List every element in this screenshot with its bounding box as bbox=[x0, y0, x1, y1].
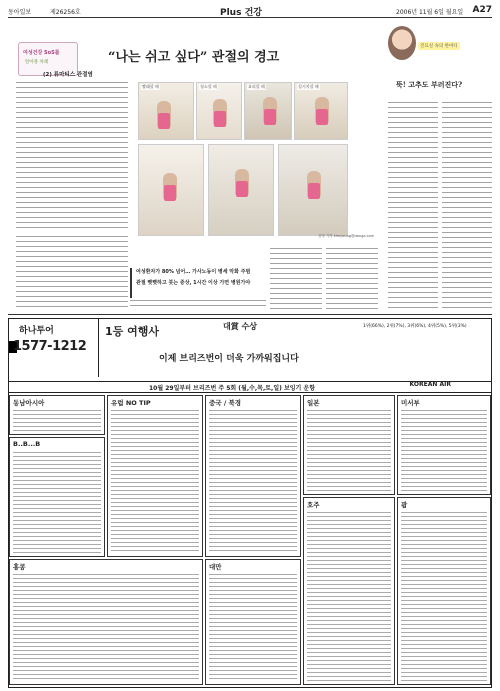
photo-grid bbox=[138, 82, 348, 242]
ad-tile: 괌 bbox=[397, 497, 491, 685]
sidebar-headline: 뚝! 고추도 부러진다? bbox=[396, 80, 463, 89]
ad-brand-block bbox=[9, 319, 99, 377]
kicker-line-1: 여성건강 SoS를 bbox=[23, 50, 60, 56]
sidebar-column bbox=[386, 22, 492, 312]
ad-rank-note: 1위(66%), 2위(7%), 3위(6%), 4위(5%), 5위(3%) bbox=[363, 324, 467, 329]
ad-tile: 유럽 NO TIP bbox=[107, 395, 203, 557]
body-column-6 bbox=[326, 248, 378, 310]
ad-tour-grid bbox=[9, 395, 492, 687]
kicker-line-2: 알아볼 차례 bbox=[25, 60, 49, 65]
sidebar-body-2 bbox=[442, 102, 492, 308]
article-headline: “나는 쉬고 싶다” 관절의 경고 bbox=[108, 50, 280, 65]
body-column-7 bbox=[130, 300, 266, 310]
pull-quote-line-1: 여성환자가 80% 넘어… 가사노동이 병세 악화 주범 bbox=[136, 269, 251, 275]
page-number: A27 bbox=[472, 5, 492, 15]
photo-caption-cleaning: 청소할 때 bbox=[200, 84, 217, 89]
section-divider bbox=[8, 314, 492, 315]
photo-bottom-1 bbox=[138, 144, 204, 236]
ad-tile: 동남아시아 bbox=[9, 395, 105, 435]
sidebar-body-1 bbox=[388, 102, 438, 308]
sidebar-tag: 진료실 속의 한마디 bbox=[420, 44, 458, 49]
pull-quote-line-2: 관절 뻣뻣하고 붓는 증상, 1시간 이상 가면 병원가야 bbox=[136, 280, 251, 286]
photo-caption-dishes: 설거지할 때 bbox=[298, 84, 319, 89]
doctor-portrait bbox=[388, 26, 416, 60]
ad-departure-note: 10월 29일부터 브리즈번 주 5회 (월,수,목,토,일) 보잉기 운항 bbox=[149, 385, 316, 392]
ad-tile: B..B...B bbox=[9, 437, 105, 557]
ad-tile: 미서부 bbox=[397, 395, 491, 495]
publication-date: 2006년 11월 6일 월요일 bbox=[396, 9, 464, 16]
ad-event-title: 1등 여행사 bbox=[105, 325, 159, 338]
photo-dishes bbox=[294, 82, 348, 140]
ad-tile: 대만 bbox=[205, 559, 301, 685]
ad-tile: 중국 / 북경 bbox=[205, 395, 301, 557]
ad-phone-number: 1577-1212 bbox=[13, 339, 87, 354]
ad-slogan: 이제 브리즈번이 더욱 가까워집니다 bbox=[159, 354, 299, 364]
main-article bbox=[8, 22, 382, 312]
body-column-5 bbox=[270, 248, 322, 310]
ad-prize: 대賞 수상 bbox=[223, 322, 257, 331]
issue-number: 제26256호 bbox=[50, 9, 81, 16]
photo-caption-cooking: 요리할 때 bbox=[248, 84, 265, 89]
photo-laundry bbox=[138, 82, 194, 140]
ad-tile: 일본 bbox=[303, 395, 395, 495]
article-subhead: (2) 류마티스 관절염 bbox=[43, 72, 93, 78]
photo-cooking bbox=[244, 82, 292, 140]
ad-award-banner bbox=[105, 321, 489, 347]
ad-tile: 호주 bbox=[303, 497, 395, 685]
photo-credit: 김영 기자 kimyoung@donga.com bbox=[318, 234, 375, 238]
sidebar-header bbox=[386, 24, 492, 62]
publication-name: 동아일보 bbox=[8, 9, 32, 16]
masthead bbox=[8, 4, 492, 18]
ad-header bbox=[9, 319, 492, 377]
ad-tile: 홍콩 bbox=[9, 559, 203, 685]
ad-brand-name: 하나투어 bbox=[19, 326, 54, 336]
body-column-1 bbox=[16, 82, 128, 232]
photo-cleaning bbox=[196, 82, 242, 140]
airline-logo: KOREAN AIR bbox=[409, 381, 451, 388]
travel-advertisement bbox=[8, 318, 492, 688]
photo-bottom-2 bbox=[208, 144, 274, 236]
section-title: Plus 건강 bbox=[220, 8, 262, 18]
body-column-1b bbox=[16, 236, 128, 308]
pull-quote bbox=[130, 268, 270, 298]
photo-bottom-3 bbox=[278, 144, 348, 236]
photo-caption-laundry: 빨래할 때 bbox=[142, 84, 159, 89]
